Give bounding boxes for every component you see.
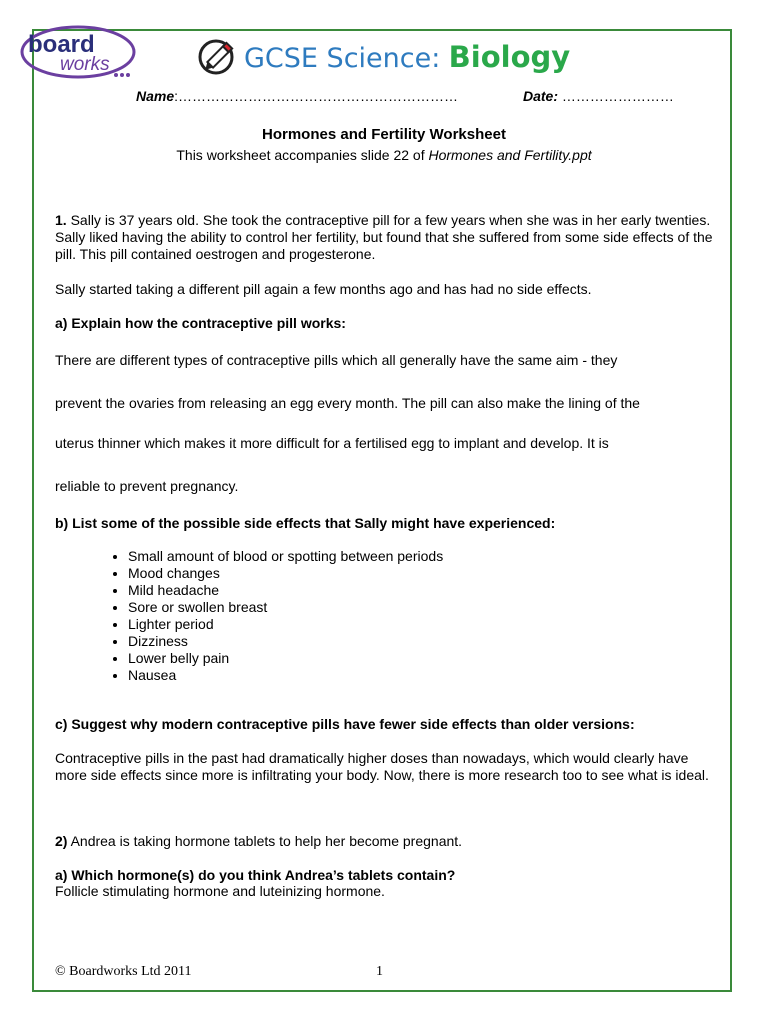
- list-item: • Nausea: [128, 667, 443, 684]
- q1b-question: b) List some of the possible side effects that Sally might have experienced:: [55, 515, 556, 531]
- list-item: • Lighter period: [128, 616, 443, 633]
- subtitle-prefix: This worksheet accompanies slide 22 of: [176, 147, 429, 163]
- pencil-icon: [198, 38, 238, 76]
- q1-intro: [55, 212, 715, 263]
- q1c-answer: Contraceptive pills in the past had dramatically higher doses than nowadays, which would clearly have more side effects since more is infiltrating your body. Now, there is more research too to see what is ideal.: [55, 750, 709, 783]
- subtitle-file: Hormones and Fertility.ppt: [428, 147, 592, 163]
- header-gcse-text: GCSE Science:: [244, 43, 441, 74]
- side-effects-list: [108, 548, 443, 684]
- q1a-question: a) Explain how the contraceptive pill works:: [55, 315, 346, 331]
- header-title: [244, 40, 570, 75]
- q1-intro2: Sally started taking a different pill again a few months ago and has had no side effects.: [55, 281, 592, 297]
- logo-bottom-text: works: [60, 54, 110, 75]
- list-item: • Lower belly pain: [128, 650, 443, 667]
- q2a-answer: Follicle stimulating hormone and luteinizing hormone.: [55, 883, 385, 899]
- q2-intro-text: Andrea is taking hormone tablets to help her become pregnant.: [70, 833, 463, 849]
- worksheet-subtitle: [0, 147, 768, 163]
- name-field[interactable]: :……………………………………………………: [174, 88, 459, 104]
- list-item: • Sore or swollen breast: [128, 599, 443, 616]
- q2a-question: a) Which hormone(s) do you think Andrea’s tablets contain?: [55, 867, 456, 883]
- name-label: Name: [136, 88, 175, 104]
- copyright: © Boardworks Ltd 2011: [55, 964, 192, 979]
- q1-intro-text: Sally is 37 years old. She took the contraceptive pill for a few years when she was in her early twenties. Sally liked having the ability to control her fertility, but found that she suffered from some side effects of the pill. This pill contained oestrogen and progesterone.: [55, 212, 713, 262]
- page-number: 1: [376, 964, 383, 979]
- date-field[interactable]: ……………………: [561, 88, 674, 104]
- name-row: [136, 88, 458, 104]
- logo-top-text: board: [28, 31, 95, 58]
- list-item: • Mild headache: [128, 582, 443, 599]
- list-item: • Mood changes: [128, 565, 443, 582]
- worksheet-title: Hormones and Fertility Worksheet: [262, 126, 506, 143]
- q1c-question: c) Suggest why modern contraceptive pills have fewer side effects than older versions:: [55, 716, 635, 732]
- q1a-answer-line: reliable to prevent pregnancy.: [55, 478, 239, 494]
- list-item: • Dizziness: [128, 633, 443, 650]
- q2-intro: [55, 833, 715, 850]
- q1a-answer-line: uterus thinner which makes it more difficult for a fertilised egg to implant and develop. It is: [55, 435, 609, 451]
- q1a-answer-line: prevent the ovaries from releasing an egg every month. The pill can also make the lining of the: [55, 395, 640, 411]
- q1a-answer-line: There are different types of contraceptive pills which all generally have the same aim - they: [55, 352, 618, 368]
- date-row: [523, 88, 674, 104]
- header-biology-text: Biology: [448, 40, 571, 74]
- q1-number: 1.: [55, 212, 67, 228]
- list-item: • Small amount of blood or spotting between periods: [128, 548, 443, 565]
- date-label: Date:: [523, 88, 559, 104]
- q2-number: 2): [55, 833, 68, 849]
- boardworks-logo: [20, 24, 138, 80]
